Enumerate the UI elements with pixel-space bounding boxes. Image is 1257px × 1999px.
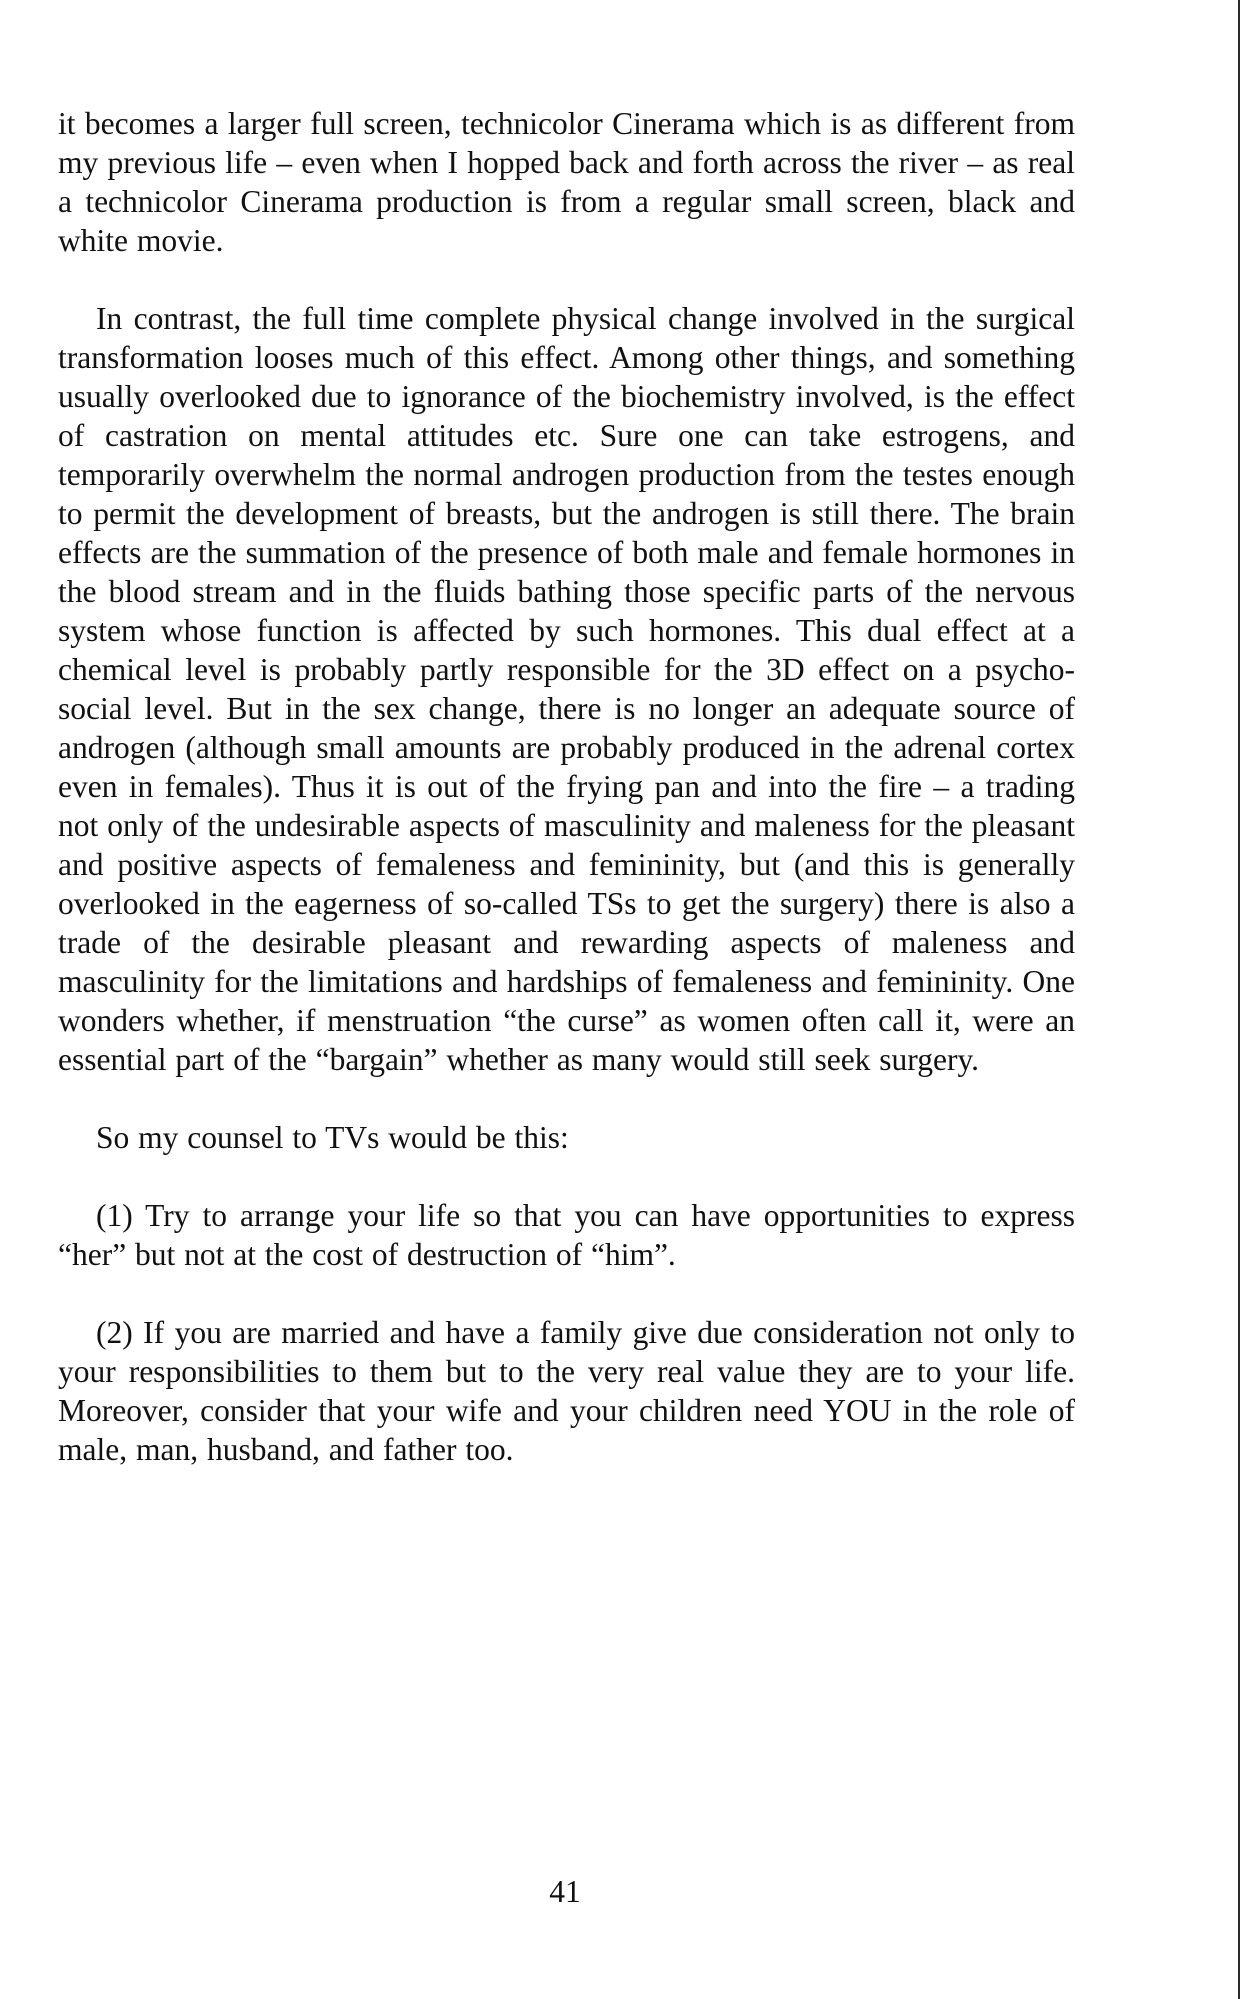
page-edge-line (1238, 0, 1240, 1999)
paragraph-gap (58, 1274, 1075, 1313)
paragraph-gap (58, 260, 1075, 299)
paragraph-continued: it becomes a larger full screen, technicolor Cinerama which is as different from my previous life – even when I hopped back and forth across the river – as real a technicolor Cinerama production is from a regular small screen, black and white movie. (58, 106, 1075, 258)
page-body (58, 104, 1075, 1469)
paragraph-gap (58, 1157, 1075, 1196)
paragraph-counsel-item-1: (1) Try to arrange your life so that you can have opportunities to express “her” but not at the cost of destruction of “him”. (58, 1198, 1075, 1272)
paragraph-in-contrast: In contrast, the full time complete physical change involved in the surgical transformation looses much of this effect. Among other things, and something usually overlooked due to ignorance of the biochemistry involved, is the effect of castration on mental attitudes etc. Sure one can take estrogens, and temporarily overwhelm the normal androgen production from the testes enough to permit the development of breasts, but the androgen is still there. The brain effects are the summation of the presence of both male and female hormones in the blood stream and in the fluids bathing those specific parts of the nervous system whose function is affected by such hormones. This dual effect at a chemical level is probably partly responsible for the 3D effect on a psycho-social level. But in the sex change, there is no longer an adequate source of androgen (although small amounts are probably produced in the adrenal cortex even in females). Thus it is out of the frying pan and into the fire – a trading not only of the undesirable aspects of masculinity and maleness for the pleasant and positive aspects of femaleness and femininity, but (and this is generally overlooked in the eagerness of so-called TSs to get the surgery) there is also a trade of the desirable pleasant and rewarding aspects of maleness and masculinity for the limitations and hardships of femaleness and femininity. One wonders whether, if menstruation “the curse” as women often call it, were an essential part of the “bargain” whether as many would still seek surgery. (58, 301, 1075, 1077)
paragraph-counsel-item-2: (2) If you are married and have a family give due consideration not only to your responsibilities to them but to the very real value they are to your life. Moreover, consider that your wife and your children need YOU in the role of male, man, husband, and father too. (58, 1315, 1075, 1467)
paragraph-gap (58, 1079, 1075, 1118)
paragraph-counsel-intro: So my counsel to TVs would be this: (96, 1120, 569, 1155)
page-number: 41 (549, 1874, 581, 1909)
